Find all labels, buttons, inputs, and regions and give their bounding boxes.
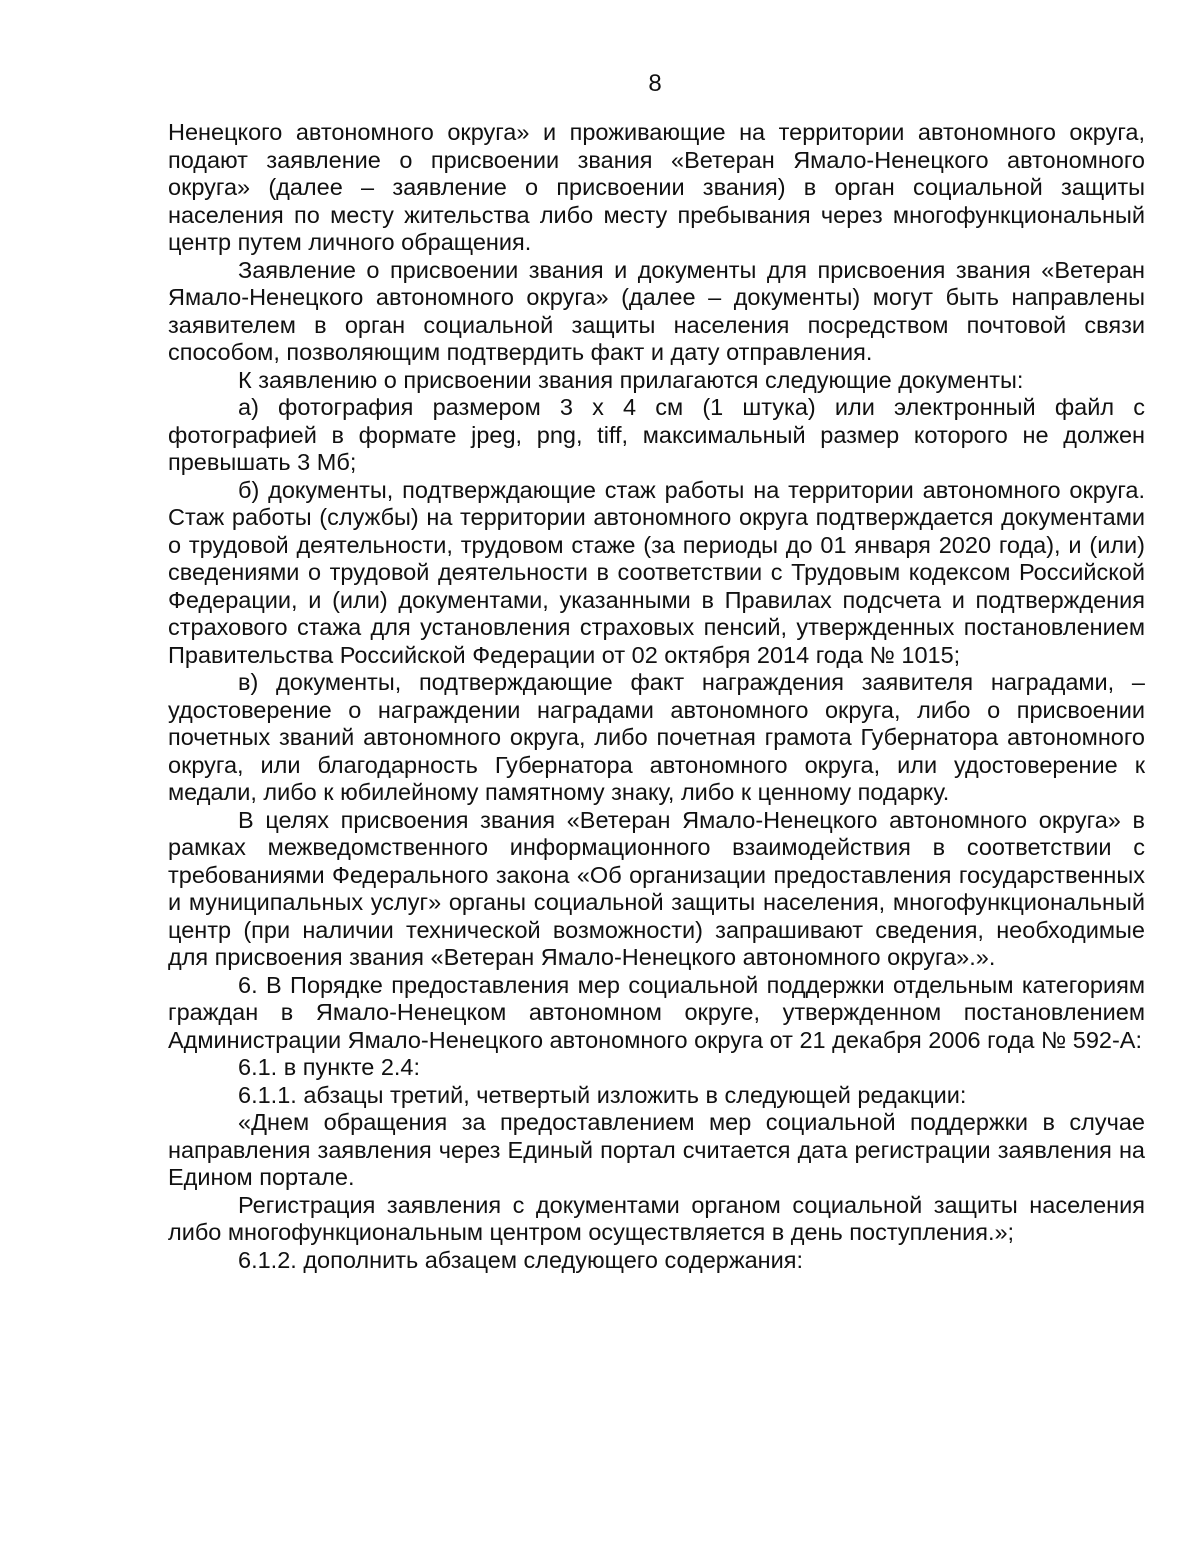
paragraph-section-6-1: 6.1. в пункте 2.4: [238, 1054, 421, 1080]
paragraph-quote-application-date: «Днем обращения за предоставлением мер социальной поддержки в случае направления заявления через Единый портал считается дата регистрации заявления на Едином портале. [168, 1109, 1145, 1190]
page-number: 8 [648, 70, 662, 97]
paragraph-continuation: Ненецкого автономного округа» и проживающие на территории автономного округа, подают заявление о присвоении звания «Ветеран Ямало-Ненецкого автономного округа» (далее – заявление о присвоении звания) в орган социальной защиты населения по месту жительства либо месту пребывания через многофункциональный центр путем личного обращения. [168, 119, 1145, 255]
paragraph-documents-intro: К заявлению о присвоении звания прилагаются следующие документы: [238, 366, 1024, 393]
paragraph-quote-registration: Регистрация заявления с документами органом социальной защиты населения либо многофункциональным центром осуществляется в день поступления.»; [168, 1191, 1145, 1245]
list-item-b-work-experience: б) документы, подтверждающие стаж работы на территории автономного округа. Стаж работы (службы) на территории автономного округа подтверждается документами о трудовой деятельности, трудовом стаже (за периоды до 01 января 2020 года), и (или) сведениями о трудовой деятельности в соответствии с Трудовым кодексом Российской Федерации, и (или) документами, указанными в Правилах подсчета и подтверждения страхового стажа для установления страховых пенсий, утвержденных постановлением Правительства Российской Федерации от 02 октября 2014 года № 1015; [168, 476, 1145, 668]
paragraph-mail-submission: Заявление о присвоении звания и документы для присвоения звания «Ветеран Ямало-Ненецкого автономного округа» (далее – документы) могут быть направлены заявителем в орган социальной защиты населения посредством почтовой связи способом, позволяющим подтвердить факт и дату отправления. [168, 256, 1145, 365]
paragraph-interagency-requests: В целях присвоения звания «Ветеран Ямало-Ненецкого автономного округа» в рамках межведомственного информационного взаимодействия в соответствии с требованиями Федерального закона «Об организации предоставления государственных и муниципальных услуг» органы социальной защиты населения, многофункциональный центр (при наличии технической возможности) запрашивают сведения, необходимые для присвоения звания «Ветеран Ямало-Ненецкого автономного округа».». [168, 806, 1145, 970]
list-item-v-awards: в) документы, подтверждающие факт награждения заявителя наградами, – удостоверение о награждении наградами автономного округа, либо о присвоении почетных званий автономного округа, либо почетная грамота Губернатора автономного округа, или благодарность Губернатора автономного округа, или удостоверение к медали, либо к юбилейному памятному знаку, либо к ценному подарку. [168, 669, 1145, 805]
paragraph-section-6-1-2: 6.1.2. дополнить абзацем следующего содержания: [238, 1246, 804, 1273]
document-body [168, 119, 1145, 1274]
paragraph-section-6: 6. В Порядке предоставления мер социальной поддержки отдельным категориям граждан в Ямало-Ненецком автономном округе, утвержденном постановлением Администрации Ямало-Ненецкого автономного округа от 21 декабря 2006 года № 592-А: [168, 971, 1145, 1053]
paragraph-section-6-1-1: 6.1.1. абзацы третий, четвертый изложить в следующей редакции: [238, 1081, 967, 1108]
list-item-a-photo: а) фотография размером 3 х 4 см (1 штука) или электронный файл с фотографией в формате jpeg, png, tiff, максимальный размер которого не должен превышать 3 Мб; [168, 394, 1145, 475]
